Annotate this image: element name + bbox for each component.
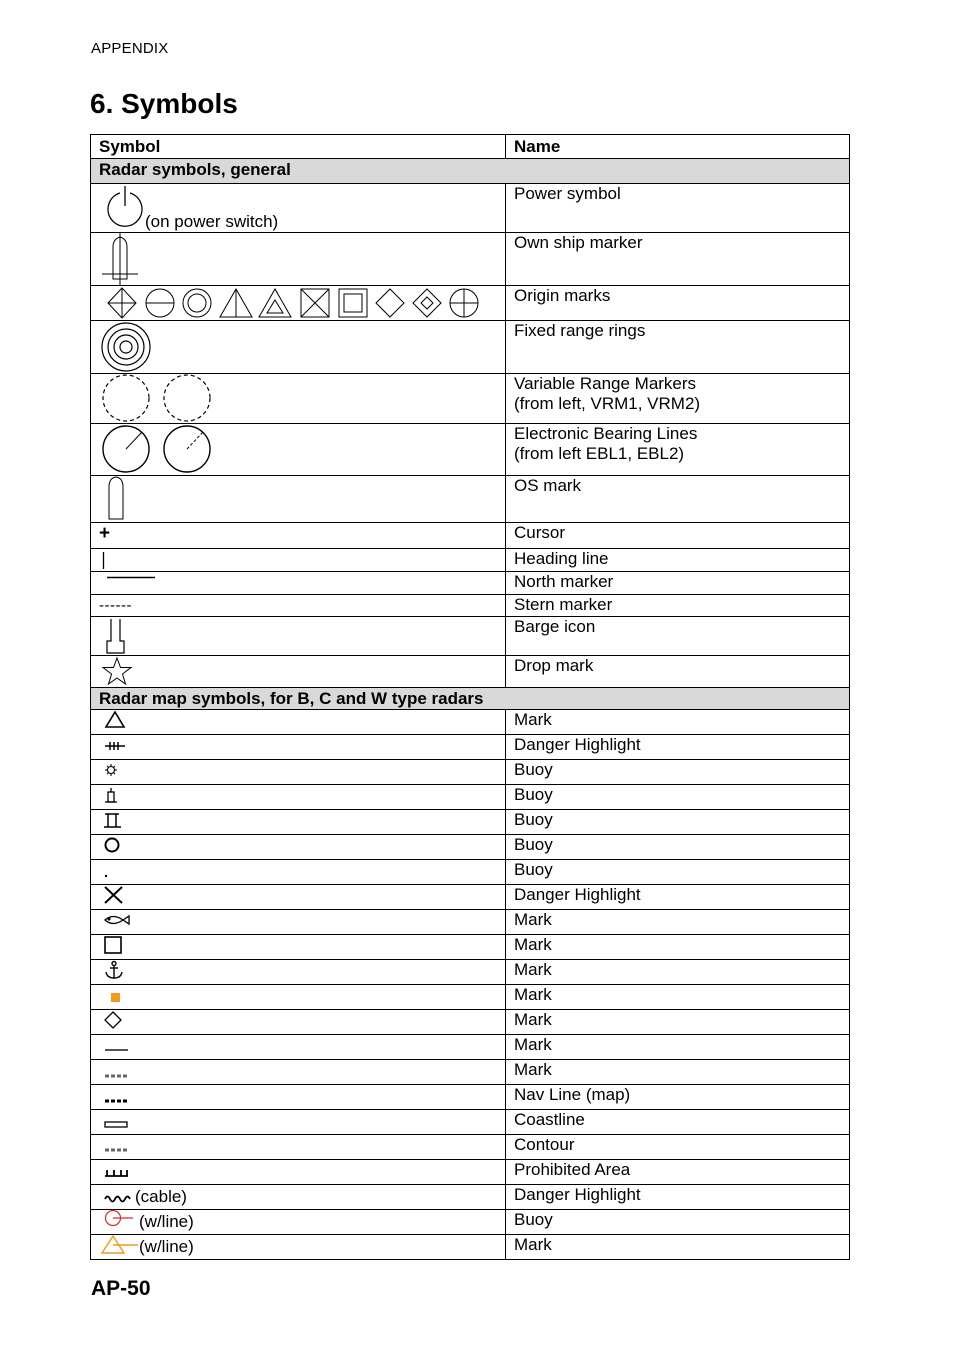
symbol-cell xyxy=(91,286,506,321)
symbol-note: (on power switch) xyxy=(145,212,279,231)
contour-icon xyxy=(99,1135,139,1159)
symbol-cell xyxy=(91,935,506,960)
symbol-name: Power symbol xyxy=(506,184,850,233)
symbol-cell xyxy=(91,1035,506,1060)
origin-mark-circle-bar xyxy=(146,289,174,317)
table-row xyxy=(91,1185,850,1210)
table-row xyxy=(91,885,850,910)
dotted-line-icon xyxy=(99,1060,139,1084)
table-row xyxy=(91,617,850,656)
danger-bar-icon xyxy=(99,735,139,759)
symbol-cell xyxy=(91,810,506,835)
symbol-name: Nav Line (map) xyxy=(506,1085,850,1110)
orange-square-icon xyxy=(99,985,139,1009)
symbol-cell xyxy=(91,374,506,424)
symbol-name: Drop mark xyxy=(506,656,850,688)
barge-icon xyxy=(99,617,139,655)
symbol-name: Mark xyxy=(506,1060,850,1085)
origin-mark-circle-cross xyxy=(450,289,478,317)
symbol-cell xyxy=(91,595,506,617)
section-title: Radar symbols, general xyxy=(91,159,850,184)
table-row xyxy=(91,1035,850,1060)
symbol-name: Buoy xyxy=(506,1210,850,1235)
symbol-name: Electronic Bearing Lines (from left EBL1, EBL2) xyxy=(506,424,850,476)
column-header-name: Name xyxy=(506,135,850,159)
symbol-name: Buoy xyxy=(506,835,850,860)
table-row xyxy=(91,184,850,233)
table-row xyxy=(91,523,850,549)
red-buoy-line-icon xyxy=(99,1210,139,1234)
symbol-note: (w/line) xyxy=(139,1237,194,1256)
page-number: AP-50 xyxy=(91,1277,151,1300)
symbol-name: Mark xyxy=(506,1010,850,1035)
cursor-icon: + xyxy=(99,523,111,544)
symbol-cell xyxy=(91,860,506,885)
stern-marker-icon: ------ xyxy=(99,597,132,614)
table-row xyxy=(91,1010,850,1035)
table-row xyxy=(91,835,850,860)
cable-icon xyxy=(99,1185,139,1209)
symbol-name: Danger Highlight xyxy=(506,1185,850,1210)
prohibited-area-icon xyxy=(99,1160,139,1184)
symbol-name: North marker xyxy=(506,572,850,595)
vrm2-circle xyxy=(164,375,210,421)
symbol-name: Stern marker xyxy=(506,595,850,617)
symbol-cell xyxy=(91,785,506,810)
coastline-icon xyxy=(99,1110,139,1134)
symbol-cell xyxy=(91,549,506,572)
origin-marks-icon xyxy=(99,286,499,320)
symbol-cell xyxy=(91,835,506,860)
symbol-cell xyxy=(91,1185,506,1210)
origin-mark-double-circle xyxy=(183,289,211,317)
fish-icon xyxy=(99,910,139,934)
symbol-name: Mark xyxy=(506,960,850,985)
symbol-name: Barge icon xyxy=(506,617,850,656)
symbol-name: Buoy xyxy=(506,760,850,785)
symbol-name: Own ship marker xyxy=(506,233,850,286)
ebl1-circle xyxy=(103,426,149,472)
symbol-cell xyxy=(91,1210,506,1235)
symbol-note: (w/line) xyxy=(139,1212,194,1231)
symbol-name: Origin marks xyxy=(506,286,850,321)
page-title: 6. Symbols xyxy=(90,88,238,119)
drop-mark-star-icon xyxy=(99,656,139,687)
table-row xyxy=(91,424,850,476)
table-row xyxy=(91,710,850,735)
dot-buoy-icon xyxy=(99,860,139,884)
table-row xyxy=(91,985,850,1010)
table-row xyxy=(91,935,850,960)
anchor-icon xyxy=(99,960,139,984)
table-row xyxy=(91,374,850,424)
nav-line-icon xyxy=(99,1085,139,1109)
table-row xyxy=(91,549,850,572)
lighthouse-buoy-icon xyxy=(99,785,139,809)
table-row xyxy=(91,233,850,286)
table-row xyxy=(91,595,850,617)
symbol-name: Fixed range rings xyxy=(506,321,850,374)
ebl2-circle xyxy=(164,426,210,472)
heading-line-icon xyxy=(99,549,139,571)
vrm-circles-icon xyxy=(99,374,229,423)
symbol-cell xyxy=(91,1160,506,1185)
table-row xyxy=(91,1210,850,1235)
symbol-cell xyxy=(91,1135,506,1160)
table-row xyxy=(91,735,850,760)
table-row xyxy=(91,286,850,321)
symbols-table xyxy=(90,134,850,1260)
table-row xyxy=(91,1110,850,1135)
section-title: Radar map symbols, for B, C and W type radars xyxy=(91,688,850,710)
table-row xyxy=(91,860,850,885)
symbol-cell xyxy=(91,985,506,1010)
symbol-name: Mark xyxy=(506,935,850,960)
symbol-cell xyxy=(91,572,506,595)
symbol-name: Contour xyxy=(506,1135,850,1160)
symbol-name: Danger Highlight xyxy=(506,735,850,760)
gear-buoy-icon xyxy=(99,760,139,784)
symbol-cell xyxy=(91,321,506,374)
table-row xyxy=(91,572,850,595)
symbol-name: Mark xyxy=(506,985,850,1010)
symbol-name: Mark xyxy=(506,1035,850,1060)
table-row xyxy=(91,656,850,688)
symbol-cell xyxy=(91,1010,506,1035)
circle-buoy-icon xyxy=(99,835,139,859)
column-header-symbol: Symbol xyxy=(91,135,506,159)
origin-mark-triangle xyxy=(220,289,252,317)
fixed-range-rings-icon xyxy=(99,321,159,373)
north-marker-icon xyxy=(99,572,159,594)
symbol-cell xyxy=(91,960,506,985)
table-header-row xyxy=(91,135,850,159)
symbol-name: Cursor xyxy=(506,523,850,549)
symbol-cell xyxy=(91,760,506,785)
origin-mark-double-square xyxy=(339,289,367,317)
power-symbol-icon xyxy=(99,184,149,232)
symbol-cell xyxy=(91,1110,506,1135)
symbol-name: Buoy xyxy=(506,785,850,810)
symbol-name: Danger Highlight xyxy=(506,885,850,910)
symbol-name: Mark xyxy=(506,1235,850,1260)
section-row-general xyxy=(91,159,850,184)
symbol-name: Coastline xyxy=(506,1110,850,1135)
symbol-cell xyxy=(91,710,506,735)
symbol-cell xyxy=(91,1085,506,1110)
symbol-cell xyxy=(91,617,506,656)
table-row xyxy=(91,1160,850,1185)
symbol-name: OS mark xyxy=(506,476,850,523)
table-row xyxy=(91,910,850,935)
table-row xyxy=(91,321,850,374)
symbol-name: Prohibited Area xyxy=(506,1160,850,1185)
running-head: APPENDIX xyxy=(91,40,169,57)
table-row xyxy=(91,1235,850,1260)
table-row xyxy=(91,1135,850,1160)
symbol-cell xyxy=(91,424,506,476)
os-mark-icon xyxy=(99,476,139,522)
table-row xyxy=(91,810,850,835)
section-row-map xyxy=(91,688,850,710)
origin-mark-diamond xyxy=(376,289,404,317)
x-mark-icon xyxy=(99,885,139,909)
triangle-icon xyxy=(99,710,139,734)
symbol-cell xyxy=(91,523,506,549)
symbol-cell xyxy=(91,735,506,760)
origin-mark-box-x xyxy=(301,289,329,317)
orange-mark-line-icon xyxy=(99,1235,143,1259)
symbol-name: Mark xyxy=(506,910,850,935)
own-ship-marker-icon xyxy=(99,233,149,285)
origin-mark-double-diamond xyxy=(413,289,441,317)
square-icon xyxy=(99,935,139,959)
symbol-cell xyxy=(91,476,506,523)
table-row xyxy=(91,760,850,785)
ebl-circles-icon xyxy=(99,424,229,475)
symbol-note: (cable) xyxy=(135,1187,187,1206)
symbol-cell xyxy=(91,910,506,935)
symbol-cell xyxy=(91,656,506,688)
table-row xyxy=(91,960,850,985)
symbol-cell xyxy=(91,885,506,910)
table-row xyxy=(91,785,850,810)
diamond-icon xyxy=(99,1010,139,1034)
symbol-cell xyxy=(91,233,506,286)
origin-mark-double-triangle xyxy=(259,289,291,317)
table-row xyxy=(91,476,850,523)
symbol-cell xyxy=(91,184,506,233)
symbol-cell xyxy=(91,1235,506,1260)
symbol-name: Buoy xyxy=(506,860,850,885)
vrm1-circle xyxy=(103,375,149,421)
symbol-cell xyxy=(91,1060,506,1085)
symbol-name: Buoy xyxy=(506,810,850,835)
table-row xyxy=(91,1060,850,1085)
table-row xyxy=(91,1085,850,1110)
dash-line-icon xyxy=(99,1035,139,1059)
pillar-buoy-icon xyxy=(99,810,139,834)
symbol-name: Variable Range Markers (from left, VRM1, VRM2) xyxy=(506,374,850,424)
origin-mark-diamond-cross xyxy=(108,288,136,318)
symbol-name: Mark xyxy=(506,710,850,735)
symbol-name: Heading line xyxy=(506,549,850,572)
